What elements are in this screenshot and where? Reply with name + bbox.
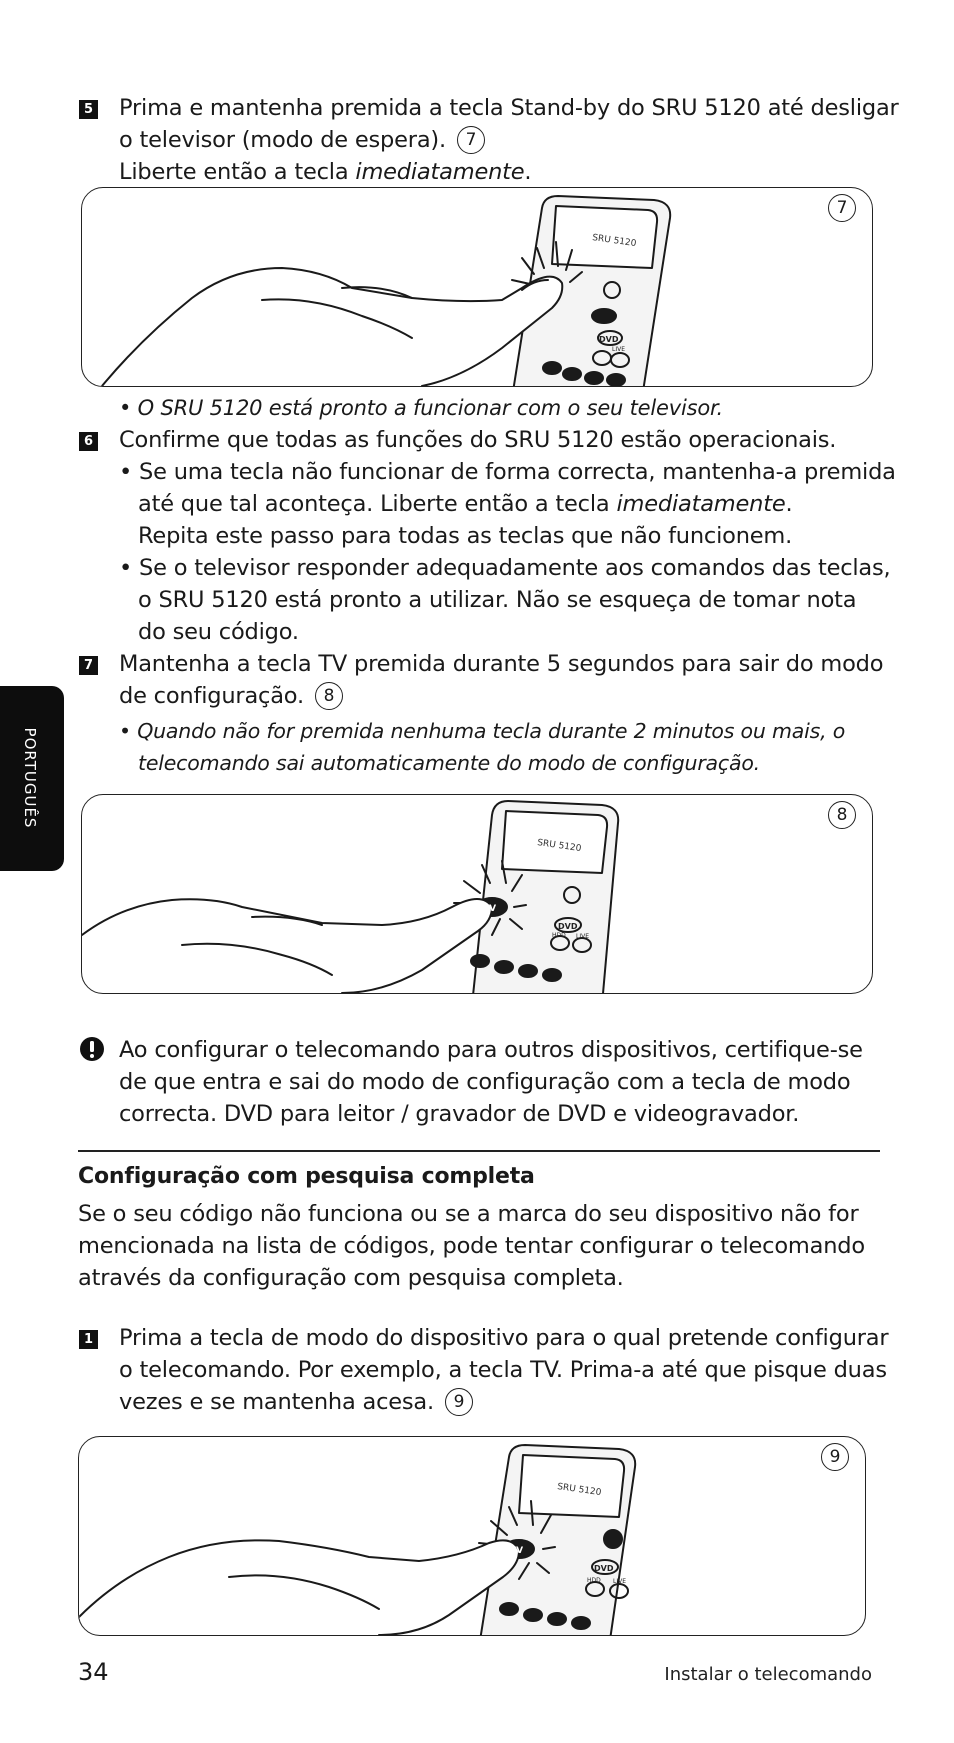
- warning-line2: de que entra e sai do modo de configuração com a tecla de modo: [119, 1069, 851, 1095]
- step1-line2: o telecomando. Por exemplo, a tecla TV. Prima-a até que pisque duas: [119, 1357, 887, 1383]
- remote-tv-label: TV: [534, 295, 548, 305]
- remote-model-label: SRU 5120: [536, 838, 582, 855]
- step-number-5: 5: [79, 100, 98, 119]
- step6-b2-line3: do seu código.: [138, 619, 299, 645]
- remote-hdd-label: HDD: [552, 932, 566, 939]
- step6-b1-line2-text: até que tal aconteça. Liberte então a tecla: [138, 491, 617, 517]
- remote-live-label: LIVE: [613, 1578, 627, 1585]
- step6-b1-line3: Repita este passo para todas as teclas que não funcionem.: [138, 523, 793, 549]
- footer-section-title: Instalar o telecomando: [664, 1664, 872, 1685]
- step5-line1: Prima e mantenha premida a tecla Stand-by do SRU 5120 até desligar: [119, 95, 899, 121]
- step7-line2: [119, 680, 343, 712]
- remote-tv-label: TV: [483, 904, 497, 914]
- step5-line3-emphasis: imediatamente: [355, 159, 525, 185]
- step6-b2-line1: • Se o televisor responder adequadamente aos comandos das teclas,: [119, 555, 891, 581]
- step6-b1-line1: • Se uma tecla não funcionar de forma correcta, mantenha-a premida: [119, 459, 896, 485]
- figure-badge-9: 9: [821, 1443, 849, 1471]
- remote-live-label: LIVE: [612, 346, 626, 353]
- remote-tv-label: TV: [510, 1546, 524, 1556]
- bullet-ready: • O SRU 5120 está pronto a funcionar com o seu televisor.: [119, 396, 723, 420]
- remote-illustration-9: [79, 1437, 865, 1635]
- section-para-line2: mencionada na lista de códigos, pode tentar configurar o telecomando: [78, 1233, 865, 1259]
- remote-model-label: SRU 5120: [556, 1482, 602, 1499]
- warning-line3: correcta. DVD para leitor / gravador de DVD e videogravador.: [119, 1101, 800, 1127]
- figure-badge-7: 7: [828, 194, 856, 222]
- language-tab-label: PORTUGUÊS: [21, 727, 39, 829]
- step6-b1-line2-emphasis: imediatamente: [616, 491, 786, 517]
- step7-line2-text: de configuração.: [119, 683, 304, 709]
- step5-line2: [119, 124, 485, 156]
- language-tab: [0, 686, 64, 871]
- step7-line1: Mantenha a tecla TV premida durante 5 segundos para sair do modo: [119, 651, 884, 677]
- figure-ref-7: 7: [457, 126, 485, 154]
- step1-line3-text: vezes e se mantenha acesa.: [119, 1389, 434, 1415]
- page-number: 34: [78, 1658, 109, 1686]
- warning-icon: [79, 1036, 105, 1066]
- step6-b1-line2: [138, 488, 792, 520]
- section-title: Configuração com pesquisa completa: [78, 1164, 535, 1189]
- remote-dvd-label: DVD: [599, 335, 619, 344]
- step5-line2-text: o televisor (modo de espera).: [119, 127, 446, 153]
- step7-bullet-line1: • Quando não for premida nenhuma tecla durante 2 minutos ou mais, o: [119, 719, 846, 743]
- step5-line3-end: .: [524, 159, 532, 185]
- step5-line3-text: Liberte então a tecla: [119, 159, 356, 185]
- step6-line1: Confirme que todas as funções do SRU 5120 estão operacionais.: [119, 427, 837, 453]
- remote-live-label: LIVE: [576, 933, 590, 940]
- figure-ref-8: 8: [315, 682, 343, 710]
- section-para-line3: através da configuração com pesquisa completa.: [78, 1265, 624, 1291]
- section-divider: [78, 1150, 880, 1152]
- figure-9: [78, 1436, 866, 1636]
- step1-line1: Prima a tecla de modo do dispositivo para o qual pretende configurar: [119, 1325, 889, 1351]
- figure-7: [81, 187, 873, 387]
- step5-line3: [119, 156, 531, 188]
- section-para-line1: Se o seu código não funciona ou se a marca do seu dispositivo não for: [78, 1201, 859, 1227]
- step-number-1: 1: [79, 1330, 98, 1349]
- step6-b1-line2-end: .: [785, 491, 793, 517]
- figure-badge-8: 8: [828, 801, 856, 829]
- remote-hdd-label: HDD: [587, 1577, 601, 1584]
- remote-dvd-label: DVD: [558, 922, 578, 931]
- step-number-6: 6: [79, 432, 98, 451]
- step1-line3: [119, 1386, 473, 1418]
- figure-ref-9: 9: [445, 1388, 473, 1416]
- remote-dvd-label: DVD: [594, 1564, 614, 1573]
- remote-illustration-7: [82, 188, 872, 386]
- figure-8: [81, 794, 873, 994]
- step-number-7: 7: [79, 656, 98, 675]
- step7-bullet-line2: telecomando sai automaticamente do modo de configuração.: [138, 751, 760, 775]
- remote-illustration-8: [82, 795, 872, 993]
- step6-b2-line2: o SRU 5120 está pronto a utilizar. Não se esqueça de tomar nota: [138, 587, 857, 613]
- warning-line1: Ao configurar o telecomando para outros dispositivos, certifique-se: [119, 1037, 863, 1063]
- remote-model-label: SRU 5120: [591, 233, 637, 250]
